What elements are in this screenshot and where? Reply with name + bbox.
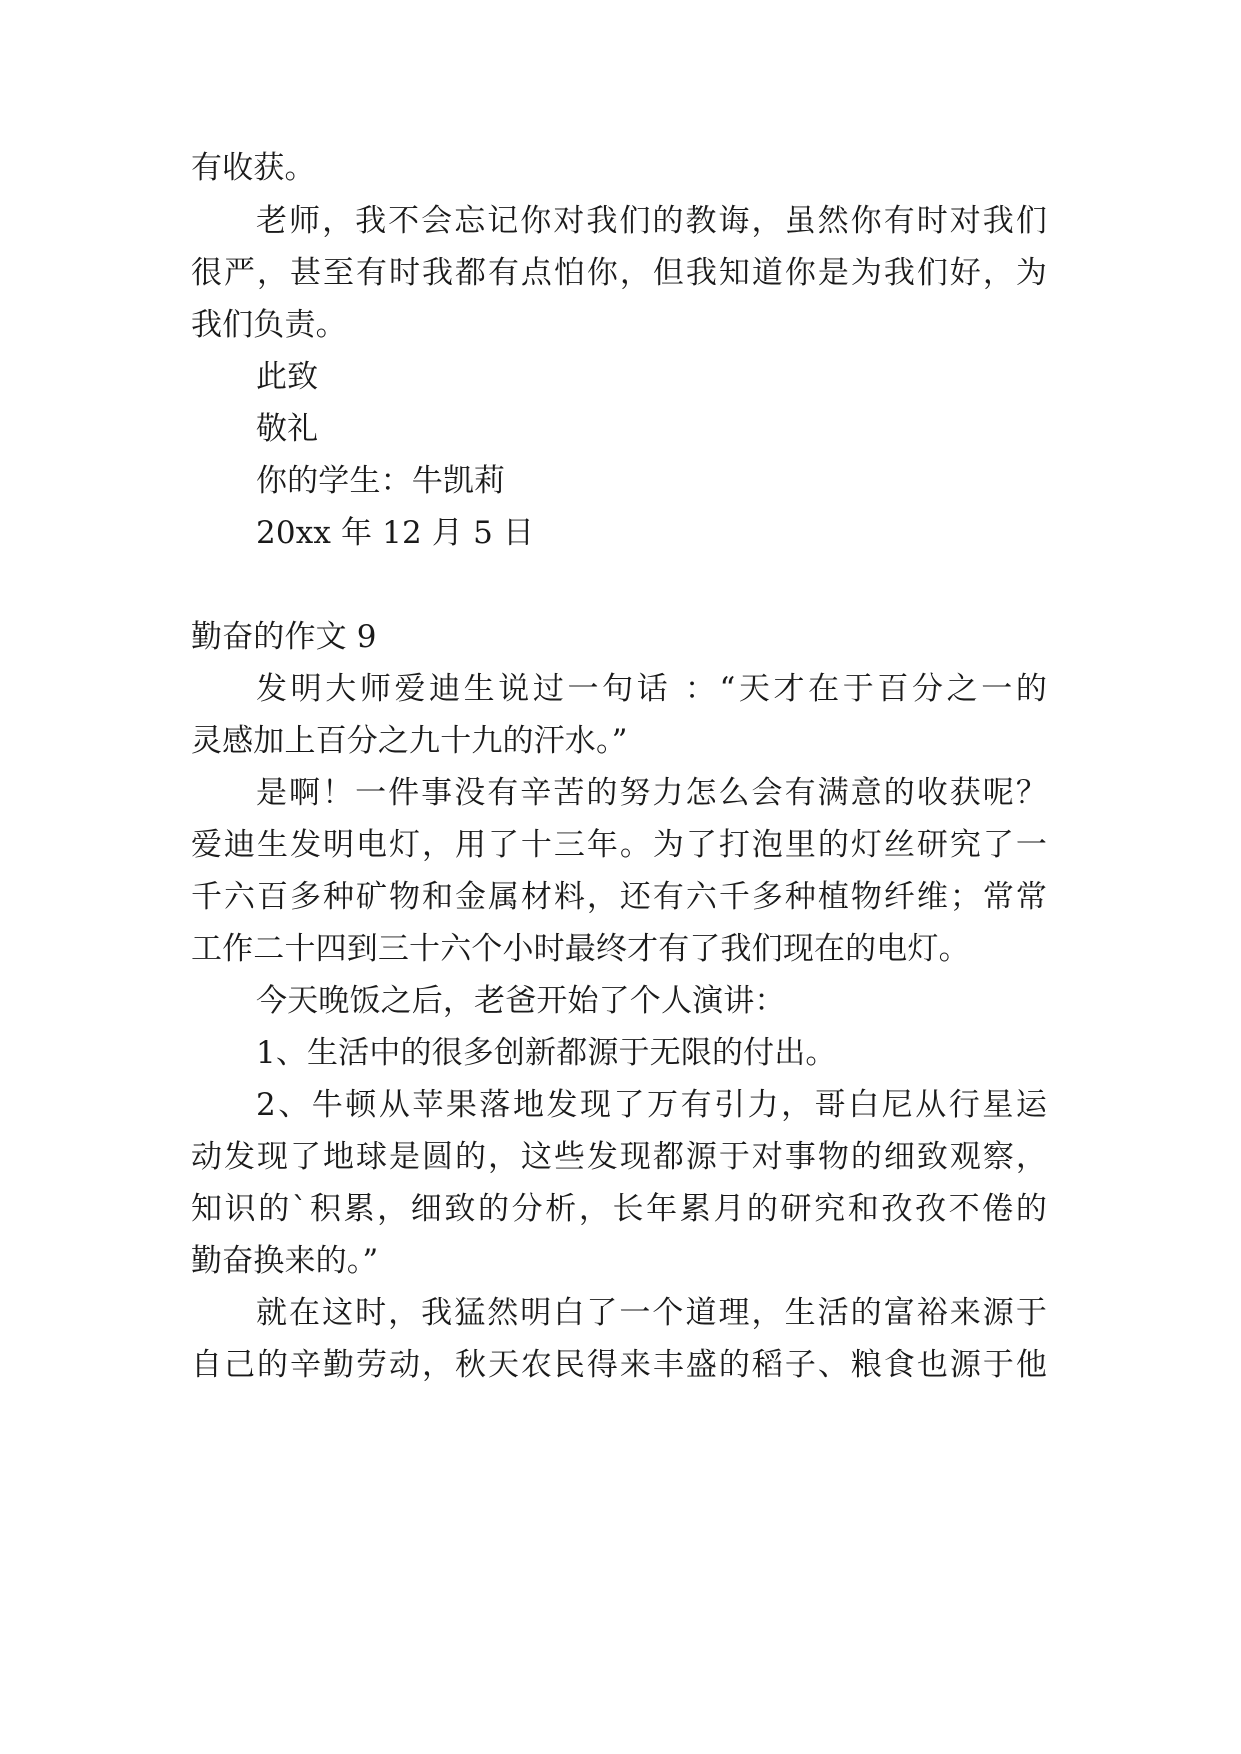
- text-line: 很严，甚至有时我都有点怕你，但我知道你是为我们好，为: [191, 255, 1047, 291]
- text-line: 今天晚饭之后，老爸开始了个人演讲：: [256, 983, 786, 1019]
- text-line: 知识的`积累，细致的分析，长年累月的研究和孜孜不倦的: [191, 1191, 1047, 1227]
- text-line: 2、牛顿从苹果落地发现了万有引力，哥白尼从行星运: [256, 1087, 1047, 1123]
- text-line: 勤奋换来的。”: [191, 1243, 379, 1279]
- text-line: 千六百多种矿物和金属材料，还有六千多种植物纤维；常常: [191, 879, 1047, 915]
- text-line: 发明大师爱迪生说过一句话 ：“天才在于百分之一的: [256, 671, 1047, 707]
- text-line: 就在这时，我猛然明白了一个道理，生活的富裕来源于: [256, 1295, 1047, 1331]
- essay-title: 勤奋的作文 9: [191, 619, 377, 655]
- text-line: 灵感加上百分之九十九的汗水。”: [191, 723, 628, 759]
- text-line: 有收获。: [191, 150, 316, 186]
- text-line: 自己的辛勤劳动，秋天农民得来丰盛的稻子、粮食也源于他: [191, 1347, 1047, 1383]
- text-line: 是啊！一件事没有辛苦的努力怎么会有满意的收获呢？: [256, 775, 1047, 811]
- text-line: 爱迪生发明电灯，用了十三年。为了打泡里的灯丝研究了一: [191, 827, 1047, 863]
- text-line: 我们负责。: [191, 307, 347, 343]
- text-line: 工作二十四到三十六个小时最终才有了我们现在的电灯。: [191, 931, 970, 967]
- text-line: 老师，我不会忘记你对我们的教诲，虽然你有时对我们: [256, 203, 1047, 239]
- letter-date: 20xx 年 12 月 5 日: [256, 515, 535, 551]
- text-line: 动发现了地球是圆的，这些发现都源于对事物的细致观察，: [191, 1139, 1047, 1175]
- letter-signature: 你的学生：牛凯莉: [256, 463, 506, 499]
- letter-salutation-line: 敬礼: [256, 411, 319, 447]
- text-line: 1、生活中的很多创新都源于无限的付出。: [256, 1035, 837, 1071]
- letter-closing-line: 此致: [256, 359, 319, 395]
